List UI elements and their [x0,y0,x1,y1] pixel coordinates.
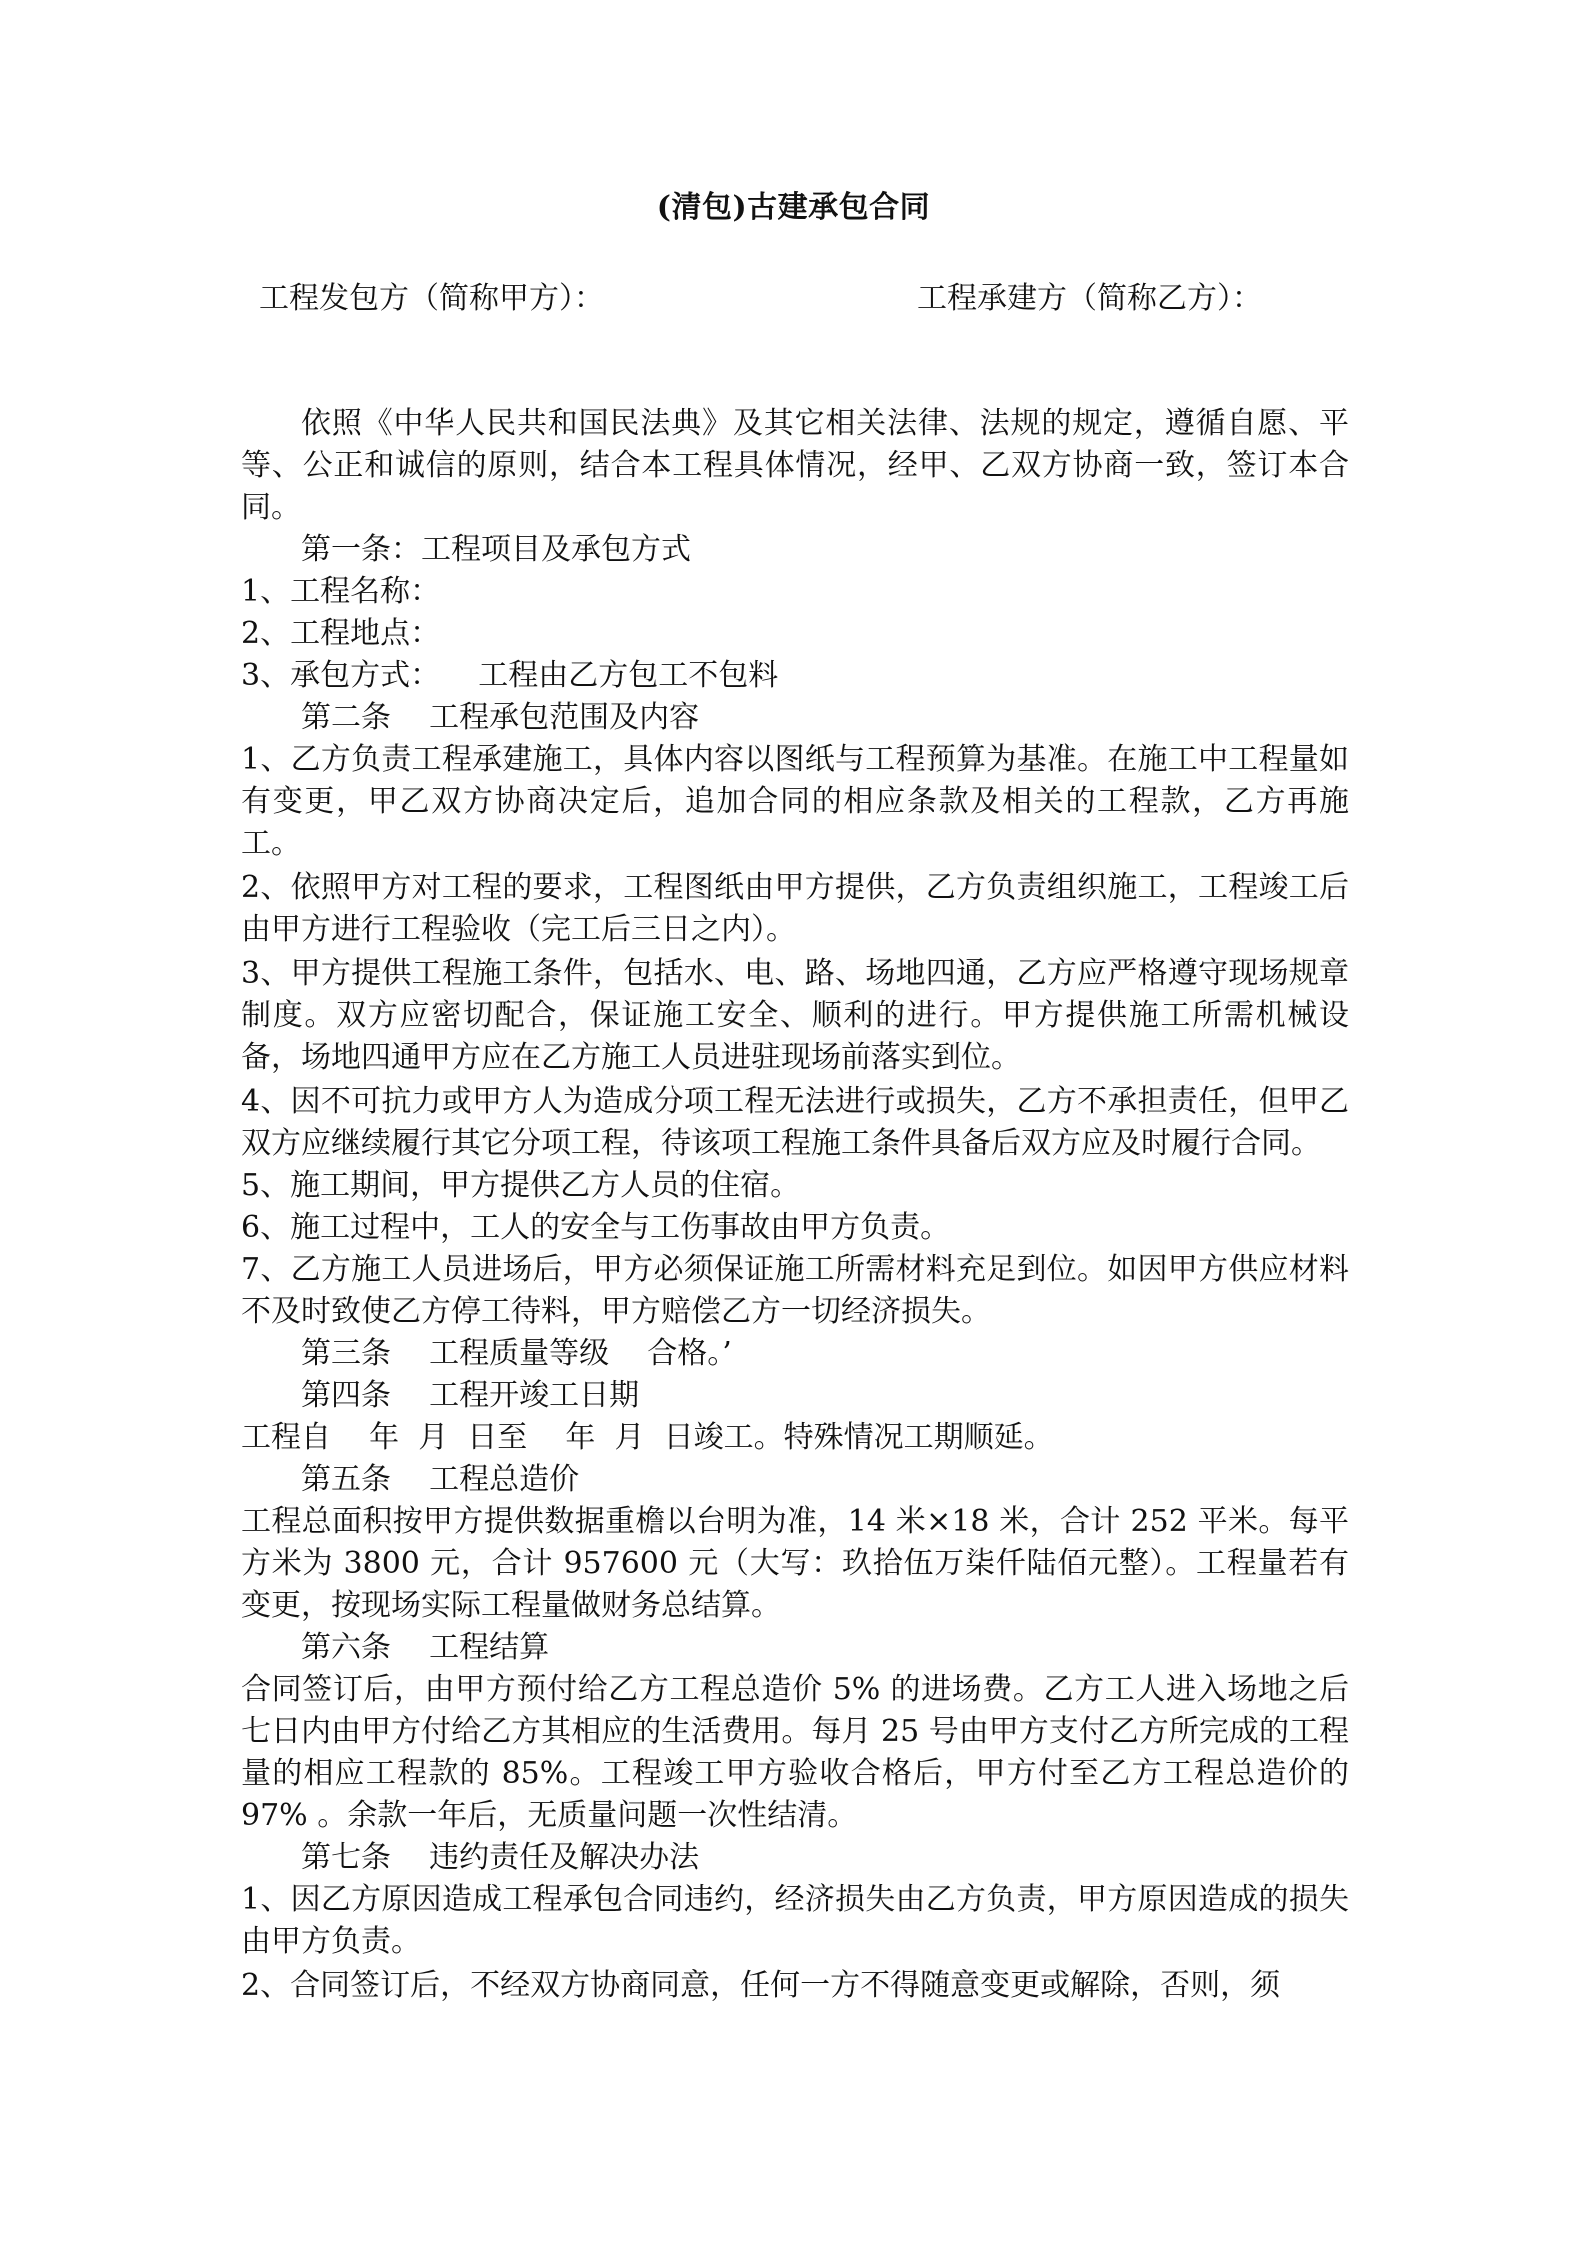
clause-2-3: 3、甲方提供工程施工条件，包括水、电、路、场地四通，乙方应严格遵守现场规章制度。双方应密切配合，保证施工安全、顺利的进行。甲方提供施工所需机械设备，场地四通甲方应在乙方施工人员进驻现场前落实到位。 [241,956,1349,1075]
article-3-heading: 第三条 工程质量等级 合格。’ [301,1336,732,1371]
clause-2-4: 4、因不可抗力或甲方人为造成分项工程无法进行或损失，乙方不承担责任，但甲乙双方应继续履行其它分项工程，待该项工程施工条件具备后双方应及时履行合同。 [241,1084,1349,1161]
clause-2-6: 6、施工过程中，工人的安全与工伤事故由甲方负责。 [241,1210,951,1245]
preamble-paragraph: 依照《中华人民共和国民法典》及其它相关法律、法规的规定，遵循自愿、平等、公正和诚信的原则，结合本工程具体情况，经甲、乙双方协商一致，签订本合同。 [241,406,1349,525]
article-5-heading: 第五条 工程总造价 [301,1462,580,1497]
article-6-heading: 第六条 工程结算 [301,1630,550,1665]
clause-7-2: 2、合同签订后，不经双方协商同意，任何一方不得随意变更或解除，否则，须 [241,1968,1281,2003]
article-2-heading: 第二条 工程承包范围及内容 [301,700,700,735]
party-b-label: 工程承建方（简称乙方）： [917,281,1262,316]
article-7-heading: 第七条 违约责任及解决办法 [301,1840,700,1875]
clause-project-location: 2、工程地点： [241,616,441,651]
article-4-heading: 第四条 工程开竣工日期 [301,1378,640,1413]
clause-5-price: 工程总面积按甲方提供数据重檐以台明为准，14 米×18 米，合计 252 平米。每平方米为 3800 元，合计 957600 元（大写：玖拾伍万柒仟陆佰元整）。工程量若有变更，按现场实际工程量做财务总结算。 [241,1504,1349,1623]
article-1-heading: 第一条：工程项目及承包方式 [301,532,691,567]
clause-2-5: 5、施工期间，甲方提供乙方人员的住宿。 [241,1168,801,1203]
clause-contract-method: 3、承包方式： 工程由乙方包工不包料 [241,658,779,693]
clause-7-1: 1、因乙方原因造成工程承包合同违约，经济损失由乙方负责，甲方原因造成的损失由甲方负责。 [241,1882,1349,1959]
party-a-label: 工程发包方（简称甲方）： [259,281,604,316]
contract-body [241,403,1349,2007]
clause-2-7: 7、乙方施工人员进场后，甲方必须保证施工所需材料充足到位。如因甲方供应材料不及时致使乙方停工待料，甲方赔偿乙方一切经济损失。 [241,1252,1349,1329]
clause-6-settlement: 合同签订后，由甲方预付给乙方工程总造价 5% 的进场费。乙方工人进入场地之后七日内由甲方付给乙方其相应的生活费用。每月 25 号由甲方支付乙方所完成的工程量的相应工程款的 85%。工程竣工甲方验收合格后，甲方付至乙方工程总造价的 97% 。余款一年后，无质量问题一次性结清。 [241,1672,1349,1833]
clause-4-dates: 工程自 年 月 日至 年 月 日竣工。特殊情况工期顺延。 [241,1420,1054,1455]
clause-2-1: 1、乙方负责工程承建施工，具体内容以图纸与工程预算为基准。在施工中工程量如有变更，甲乙双方协商决定后，追加合同的相应条款及相关的工程款，乙方再施工。 [241,742,1349,861]
clause-2-2: 2、依照甲方对工程的要求，工程图纸由甲方提供，乙方负责组织施工，工程竣工后由甲方进行工程验收（完工后三日之内）。 [241,870,1349,947]
document-title: (清包)古建承包合同 [656,190,931,225]
clause-project-name: 1、工程名称： [241,574,441,609]
